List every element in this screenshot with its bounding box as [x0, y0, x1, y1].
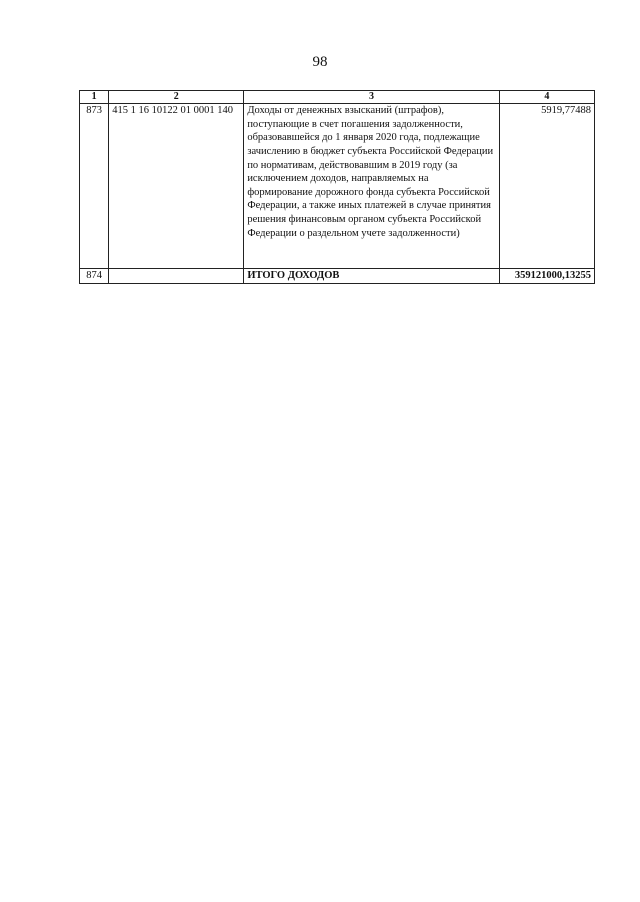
- row-number: 873: [80, 104, 109, 269]
- budget-code: [109, 269, 244, 284]
- income-description: Доходы от денежных взысканий (штрафов), поступающие в счет погашения задолженности, образовавшейся до 1 января 2020 года, подлежащие зачислению в бюджет субъекта Российской Федерации по нормативам, действовавшим в 2019 году (за исключением доходов, направляемых на формирование дорожного фонда субъекта Российской Федерации, а также иных платежей в случае принятия решения финансовым органом субъекта Российской Федерации о раздельном учете задолженности): [244, 104, 499, 269]
- total-label: ИТОГО ДОХОДОВ: [244, 269, 499, 284]
- row-number: 874: [80, 269, 109, 284]
- total-amount: 359121000,13255: [499, 269, 594, 284]
- page-number: 98: [312, 54, 328, 70]
- column-header-1: 1: [80, 91, 109, 104]
- column-header-2: 2: [109, 91, 244, 104]
- income-table: [79, 90, 595, 284]
- column-header-3: 3: [244, 91, 499, 104]
- budget-code: 415 1 16 10122 01 0001 140: [109, 104, 244, 269]
- table-row-total: [80, 269, 595, 284]
- table-row: [80, 104, 595, 269]
- table-header-row: [80, 91, 595, 104]
- income-amount: 5919,77488: [499, 104, 594, 269]
- column-header-4: 4: [499, 91, 594, 104]
